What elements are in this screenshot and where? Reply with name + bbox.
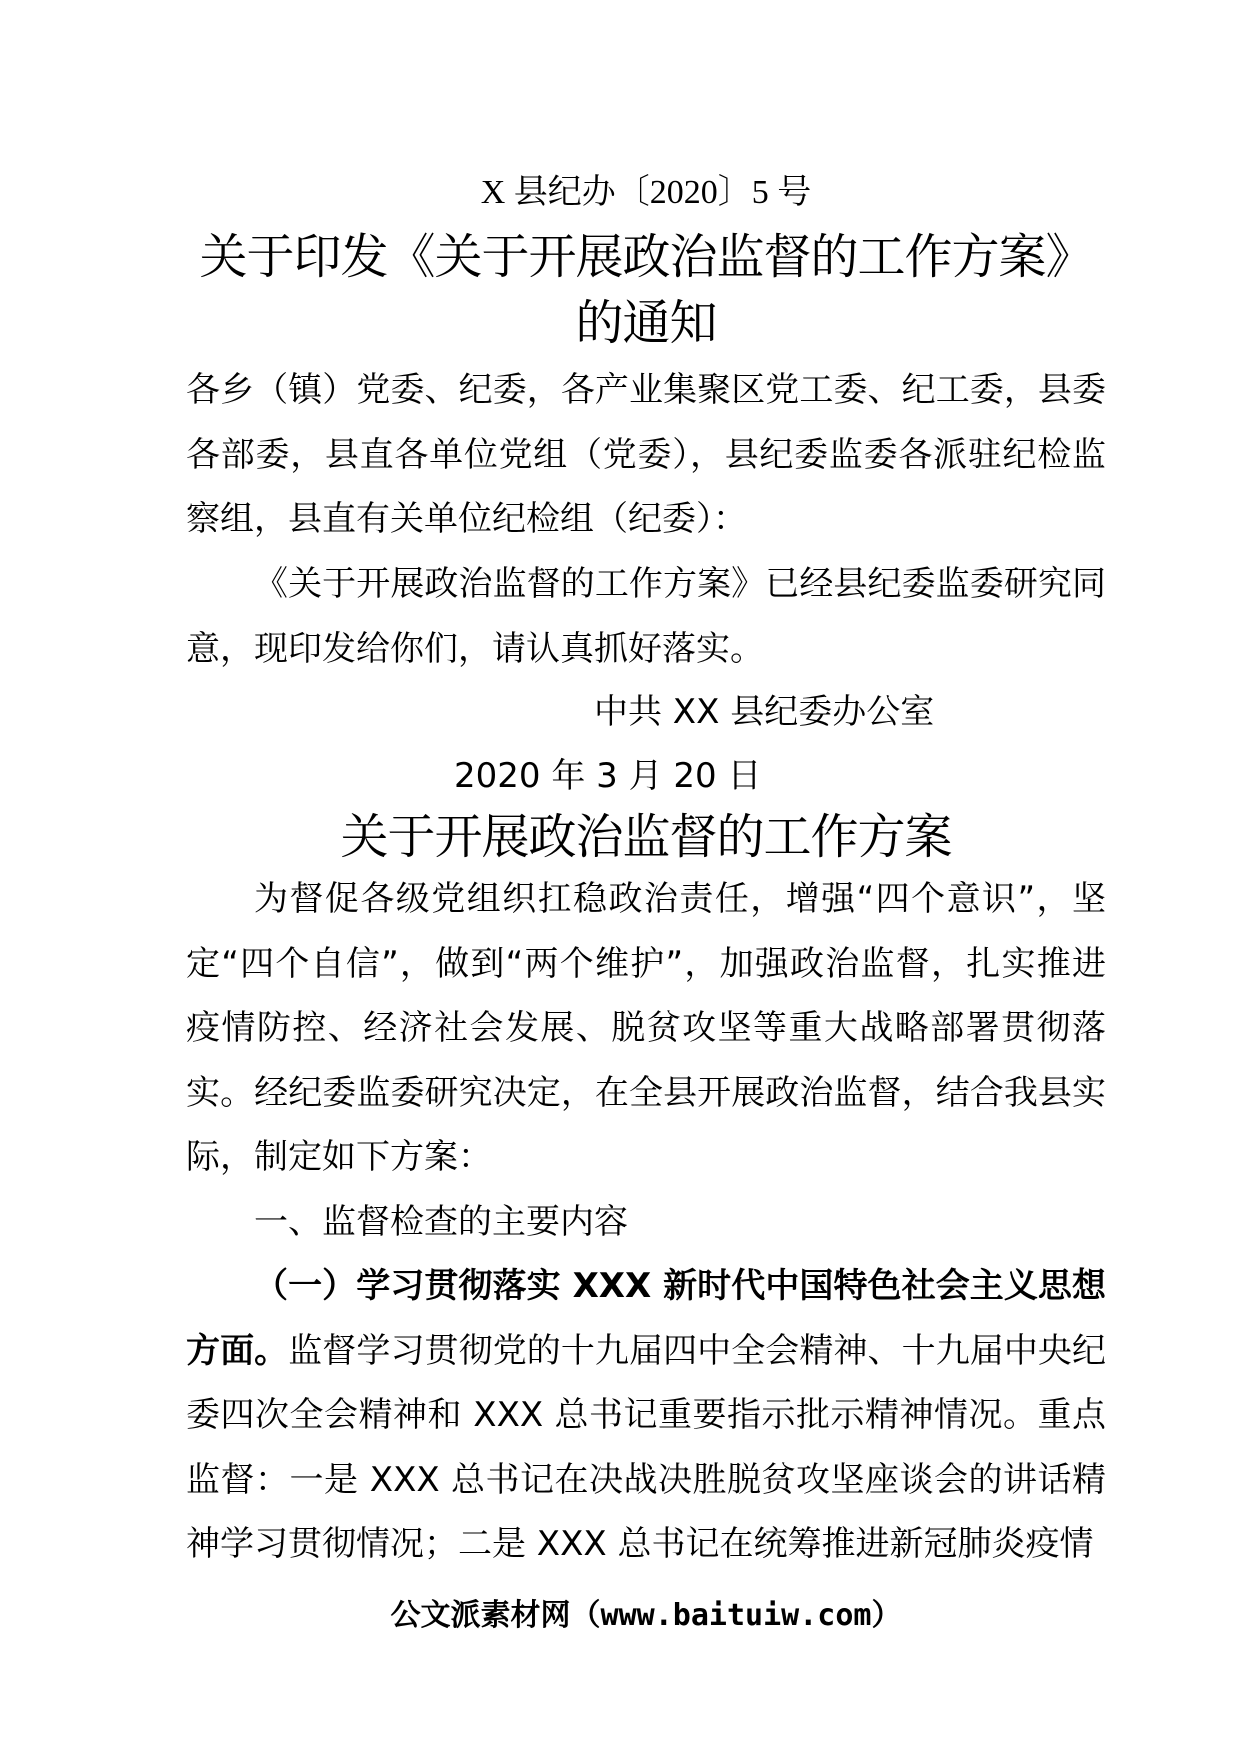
plan-paragraph: 为督促各级党组织扛稳政治责任，增强“四个意识”，坚定“四个自信”，做到“两个维护”，加强政治监督，扎实推进疫情防控、经济社会发展、脱贫攻坚等重大战略部署贯彻落实。经纪委监委研究决定，在全县开展政治监督，结合我县实际，制定如下方案： [186,879,1106,1177]
subsection-paragraph [186,1254,1106,1577]
notice-title: 关于印发《关于开展政治监督的工作方案》的通知 [199,229,1093,351]
footer-site-name: 公文派素材网 [390,1598,571,1633]
document-page [186,0,1106,1748]
footer-watermark [186,1596,1106,1636]
subsection-heading: （一）学习贯彻落实 XXX 新时代中国特色社会主义思想方面。 [186,1266,1106,1371]
intro-paragraph: 《关于开展政治监督的工作方案》已经县纪委监委研究同意，现印发给你们，请认真抓好落实。 [186,564,1106,669]
addressee-paragraph: 各乡（镇）党委、纪委，各产业集聚区党工委、纪工委，县委各部委，县直各单位党组（党委），县纪委监委各派驻纪检监察组，县直有关单位纪检组（纪委）： [186,370,1106,539]
plan-title: 关于开展政治监督的工作方案 [340,809,952,865]
subsection-text: 监督学习贯彻党的十九届四中全会精神、十九届中央纪委四次全会精神和 XXX 总书记重要指示批示精神情况。重点监督：一是 XXX 总书记在决战决胜脱贫攻坚座谈会的讲话精神学习贯彻情况；二是 XXX 总书记在统筹推进新冠肺炎疫情 [186,1330,1107,1564]
issuer-signature: 中共 XX 县纪委办公室 [594,692,935,732]
footer-site-url: （www.baituiw.com） [570,1598,902,1633]
issue-date: 2020 年 3 月 20 日 [454,756,762,796]
section-heading: 一、监督检查的主要内容 [254,1202,628,1242]
document-number: X 县纪办〔2020〕5 号 [480,174,812,211]
